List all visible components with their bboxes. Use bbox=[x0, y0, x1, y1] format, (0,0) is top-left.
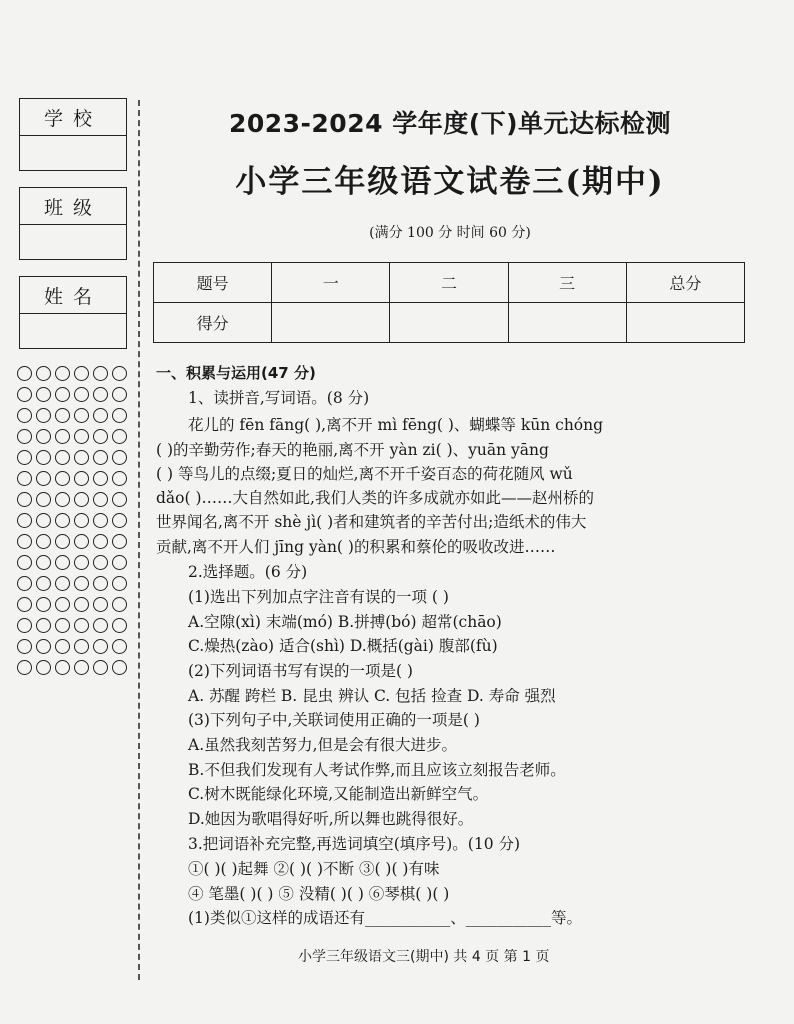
name-blank[interactable] bbox=[20, 314, 126, 348]
seal-circle bbox=[74, 429, 89, 444]
score-cell: 题号 bbox=[154, 263, 272, 303]
seal-circle bbox=[55, 387, 70, 402]
seal-circle bbox=[112, 534, 127, 549]
seal-circle bbox=[17, 387, 32, 402]
seal-circle bbox=[55, 513, 70, 528]
seal-circle bbox=[55, 660, 70, 675]
seal-circle bbox=[93, 366, 108, 381]
seal-circle bbox=[112, 639, 127, 654]
binding-dashed-line bbox=[138, 100, 140, 980]
seal-circle bbox=[112, 555, 127, 570]
school-blank[interactable] bbox=[20, 136, 126, 170]
seal-circle bbox=[17, 366, 32, 381]
seal-circle bbox=[36, 576, 51, 591]
name-box bbox=[19, 276, 127, 349]
q2-option: A. 苏醒 跨栏 B. 昆虫 辨认 C. 包括 捡查 D. 寿命 强烈 bbox=[188, 687, 556, 705]
exam-meta: (满分 100 分 时间 60 分) bbox=[369, 225, 531, 241]
seal-circle bbox=[36, 534, 51, 549]
seal-circle bbox=[93, 534, 108, 549]
seal-circle bbox=[17, 597, 32, 612]
q3-row: ④ 笔墨( )( ) ⑤ 没精( )( ) ⑥琴棋( )( ) bbox=[188, 885, 450, 903]
seal-circle bbox=[36, 639, 51, 654]
seal-circle bbox=[74, 660, 89, 675]
page-footer: 小学三年级语文三(期中) 共 4 页 第 1 页 bbox=[298, 949, 550, 965]
q2-sub1: (1)选出下列加点字注音有误的一项 ( ) bbox=[188, 588, 449, 606]
seal-circle bbox=[17, 492, 32, 507]
seal-circle bbox=[74, 618, 89, 633]
seal-circle bbox=[74, 387, 89, 402]
seal-circle bbox=[74, 408, 89, 423]
seal-circle bbox=[17, 450, 32, 465]
seal-circle bbox=[74, 513, 89, 528]
seal-circle bbox=[17, 513, 32, 528]
score-cell: 一 bbox=[272, 263, 390, 303]
q1-title: 1、读拼音,写词语。(8 分) bbox=[188, 389, 370, 407]
seal-circle bbox=[17, 555, 32, 570]
seal-circle bbox=[93, 513, 108, 528]
seal-circle bbox=[17, 408, 32, 423]
q2-option: A.空隙(xì) 末端(mó) B.拼搏(bó) 超常(chāo) bbox=[188, 613, 502, 631]
seal-circle bbox=[36, 513, 51, 528]
seal-circle bbox=[36, 492, 51, 507]
score-cell: 三 bbox=[508, 263, 626, 303]
seal-circle bbox=[55, 618, 70, 633]
seal-circle bbox=[36, 555, 51, 570]
seal-circle bbox=[55, 366, 70, 381]
q2-option: D.她因为歌唱得好听,所以舞也跳得很好。 bbox=[188, 810, 474, 828]
name-label: 姓名 bbox=[20, 277, 126, 314]
class-box bbox=[19, 187, 127, 260]
seal-circle bbox=[112, 492, 127, 507]
seal-circle bbox=[74, 492, 89, 507]
seal-circle bbox=[112, 450, 127, 465]
seal-circle bbox=[74, 555, 89, 570]
school-box bbox=[19, 98, 127, 171]
seal-circle bbox=[55, 471, 70, 486]
score-table-score-row bbox=[154, 303, 745, 343]
score-cell: 得分 bbox=[154, 303, 272, 343]
q3-title: 3.把词语补充完整,再选词填空(填序号)。(10 分) bbox=[188, 835, 521, 853]
seal-circle bbox=[74, 639, 89, 654]
seal-circle bbox=[55, 555, 70, 570]
class-label: 班级 bbox=[20, 188, 126, 225]
seal-circle bbox=[55, 492, 70, 507]
seal-circle bbox=[55, 450, 70, 465]
seal-circle bbox=[36, 408, 51, 423]
section-1-heading: 一、积累与运用(47 分) bbox=[156, 364, 316, 382]
seal-circle bbox=[112, 618, 127, 633]
seal-circle bbox=[17, 576, 32, 591]
q1-text: ( ) 等鸟儿的点缀;夏日的灿烂,离不开千姿百态的荷花随风 wǔ bbox=[156, 465, 573, 483]
q2-sub2: (2)下列词语书写有误的一项是( ) bbox=[188, 662, 413, 680]
seal-circle bbox=[74, 450, 89, 465]
q2-option: B.不但我们发现有人考试作弊,而且应该立刻报告老师。 bbox=[188, 761, 566, 779]
seal-circle bbox=[74, 576, 89, 591]
seal-circle bbox=[93, 639, 108, 654]
seal-circle bbox=[55, 597, 70, 612]
q2-option: C.树木既能绿化环境,又能制造出新鲜空气。 bbox=[188, 785, 489, 803]
seal-circle bbox=[17, 471, 32, 486]
seal-circle bbox=[112, 408, 127, 423]
exam-title: 2023-2024 学年度(下)单元达标检测 bbox=[228, 109, 672, 138]
seal-circle bbox=[36, 387, 51, 402]
school-label: 学校 bbox=[20, 99, 126, 136]
q2-option: C.燥热(zào) 适合(shì) D.概括(gài) 腹部(fù) bbox=[188, 637, 498, 655]
score-table-header-row bbox=[154, 263, 745, 303]
seal-circle bbox=[17, 534, 32, 549]
seal-circle bbox=[36, 660, 51, 675]
q1-text: 花儿的 fēn fāng( ),离不开 mì fēng( )、蝴蝶等 kūn chóng bbox=[188, 416, 604, 434]
seal-circle bbox=[55, 534, 70, 549]
q3-row: ①( )( )起舞 ②( )( )不断 ③( )( )有味 bbox=[188, 860, 440, 878]
q1-text: dǎo( )……大自然如此,我们人类的许多成就亦如此——赵州桥的 bbox=[156, 489, 594, 507]
seal-circle bbox=[74, 471, 89, 486]
q2-option: A.虽然我刻苦努力,但是会有很大进步。 bbox=[188, 736, 458, 754]
seal-circle bbox=[55, 429, 70, 444]
q1-text: ( )的辛勤劳作;春天的艳丽,离不开 yàn zi( )、yuān yāng bbox=[156, 441, 549, 459]
seal-circle bbox=[93, 408, 108, 423]
seal-circle bbox=[36, 471, 51, 486]
q1-text: 贡献,离不开人们 jīng yàn( )的积累和蔡伦的吸收改进…… bbox=[156, 538, 556, 556]
seal-circle bbox=[93, 576, 108, 591]
seal-circle bbox=[112, 429, 127, 444]
seal-circle bbox=[93, 387, 108, 402]
seal-circle bbox=[112, 471, 127, 486]
seal-circle bbox=[17, 639, 32, 654]
seal-circle bbox=[112, 576, 127, 591]
seal-circle bbox=[93, 471, 108, 486]
seal-circle bbox=[36, 618, 51, 633]
seal-circle bbox=[36, 597, 51, 612]
seal-circle bbox=[93, 597, 108, 612]
seal-circle bbox=[17, 660, 32, 675]
score-blank[interactable] bbox=[272, 303, 390, 343]
q3-sub1: (1)类似①这样的成语还有___________、___________等。 bbox=[188, 909, 582, 927]
seal-circle bbox=[93, 450, 108, 465]
score-table bbox=[153, 262, 745, 343]
seal-circle bbox=[93, 429, 108, 444]
exam-subtitle: 小学三年级语文试卷三(期中) bbox=[235, 164, 665, 200]
seal-circle bbox=[93, 618, 108, 633]
score-blank[interactable] bbox=[390, 303, 508, 343]
seal-circle bbox=[55, 408, 70, 423]
seal-circle bbox=[17, 618, 32, 633]
q2-sub3: (3)下列句子中,关联词使用正确的一项是( ) bbox=[188, 711, 480, 729]
seal-circle bbox=[112, 387, 127, 402]
seal-circle bbox=[17, 429, 32, 444]
seal-circle bbox=[112, 366, 127, 381]
score-blank[interactable] bbox=[508, 303, 626, 343]
seal-circle bbox=[112, 513, 127, 528]
seal-circle bbox=[93, 492, 108, 507]
seal-circle bbox=[36, 429, 51, 444]
seal-circle bbox=[93, 660, 108, 675]
class-blank[interactable] bbox=[20, 225, 126, 259]
seal-circle bbox=[55, 576, 70, 591]
seal-circle bbox=[74, 534, 89, 549]
seal-circle bbox=[36, 366, 51, 381]
seal-circles bbox=[17, 366, 129, 675]
seal-circle bbox=[36, 450, 51, 465]
score-cell: 二 bbox=[390, 263, 508, 303]
q2-title: 2.选择题。(6 分) bbox=[188, 563, 308, 581]
seal-circle bbox=[112, 597, 127, 612]
seal-circle bbox=[74, 597, 89, 612]
seal-circle bbox=[74, 366, 89, 381]
score-blank[interactable] bbox=[626, 303, 744, 343]
seal-circle bbox=[112, 660, 127, 675]
seal-circle bbox=[93, 555, 108, 570]
seal-circle bbox=[55, 639, 70, 654]
score-cell: 总分 bbox=[626, 263, 744, 303]
q1-text: 世界闻名,离不开 shè jì( )者和建筑者的辛苦付出;造纸术的伟大 bbox=[156, 513, 587, 531]
